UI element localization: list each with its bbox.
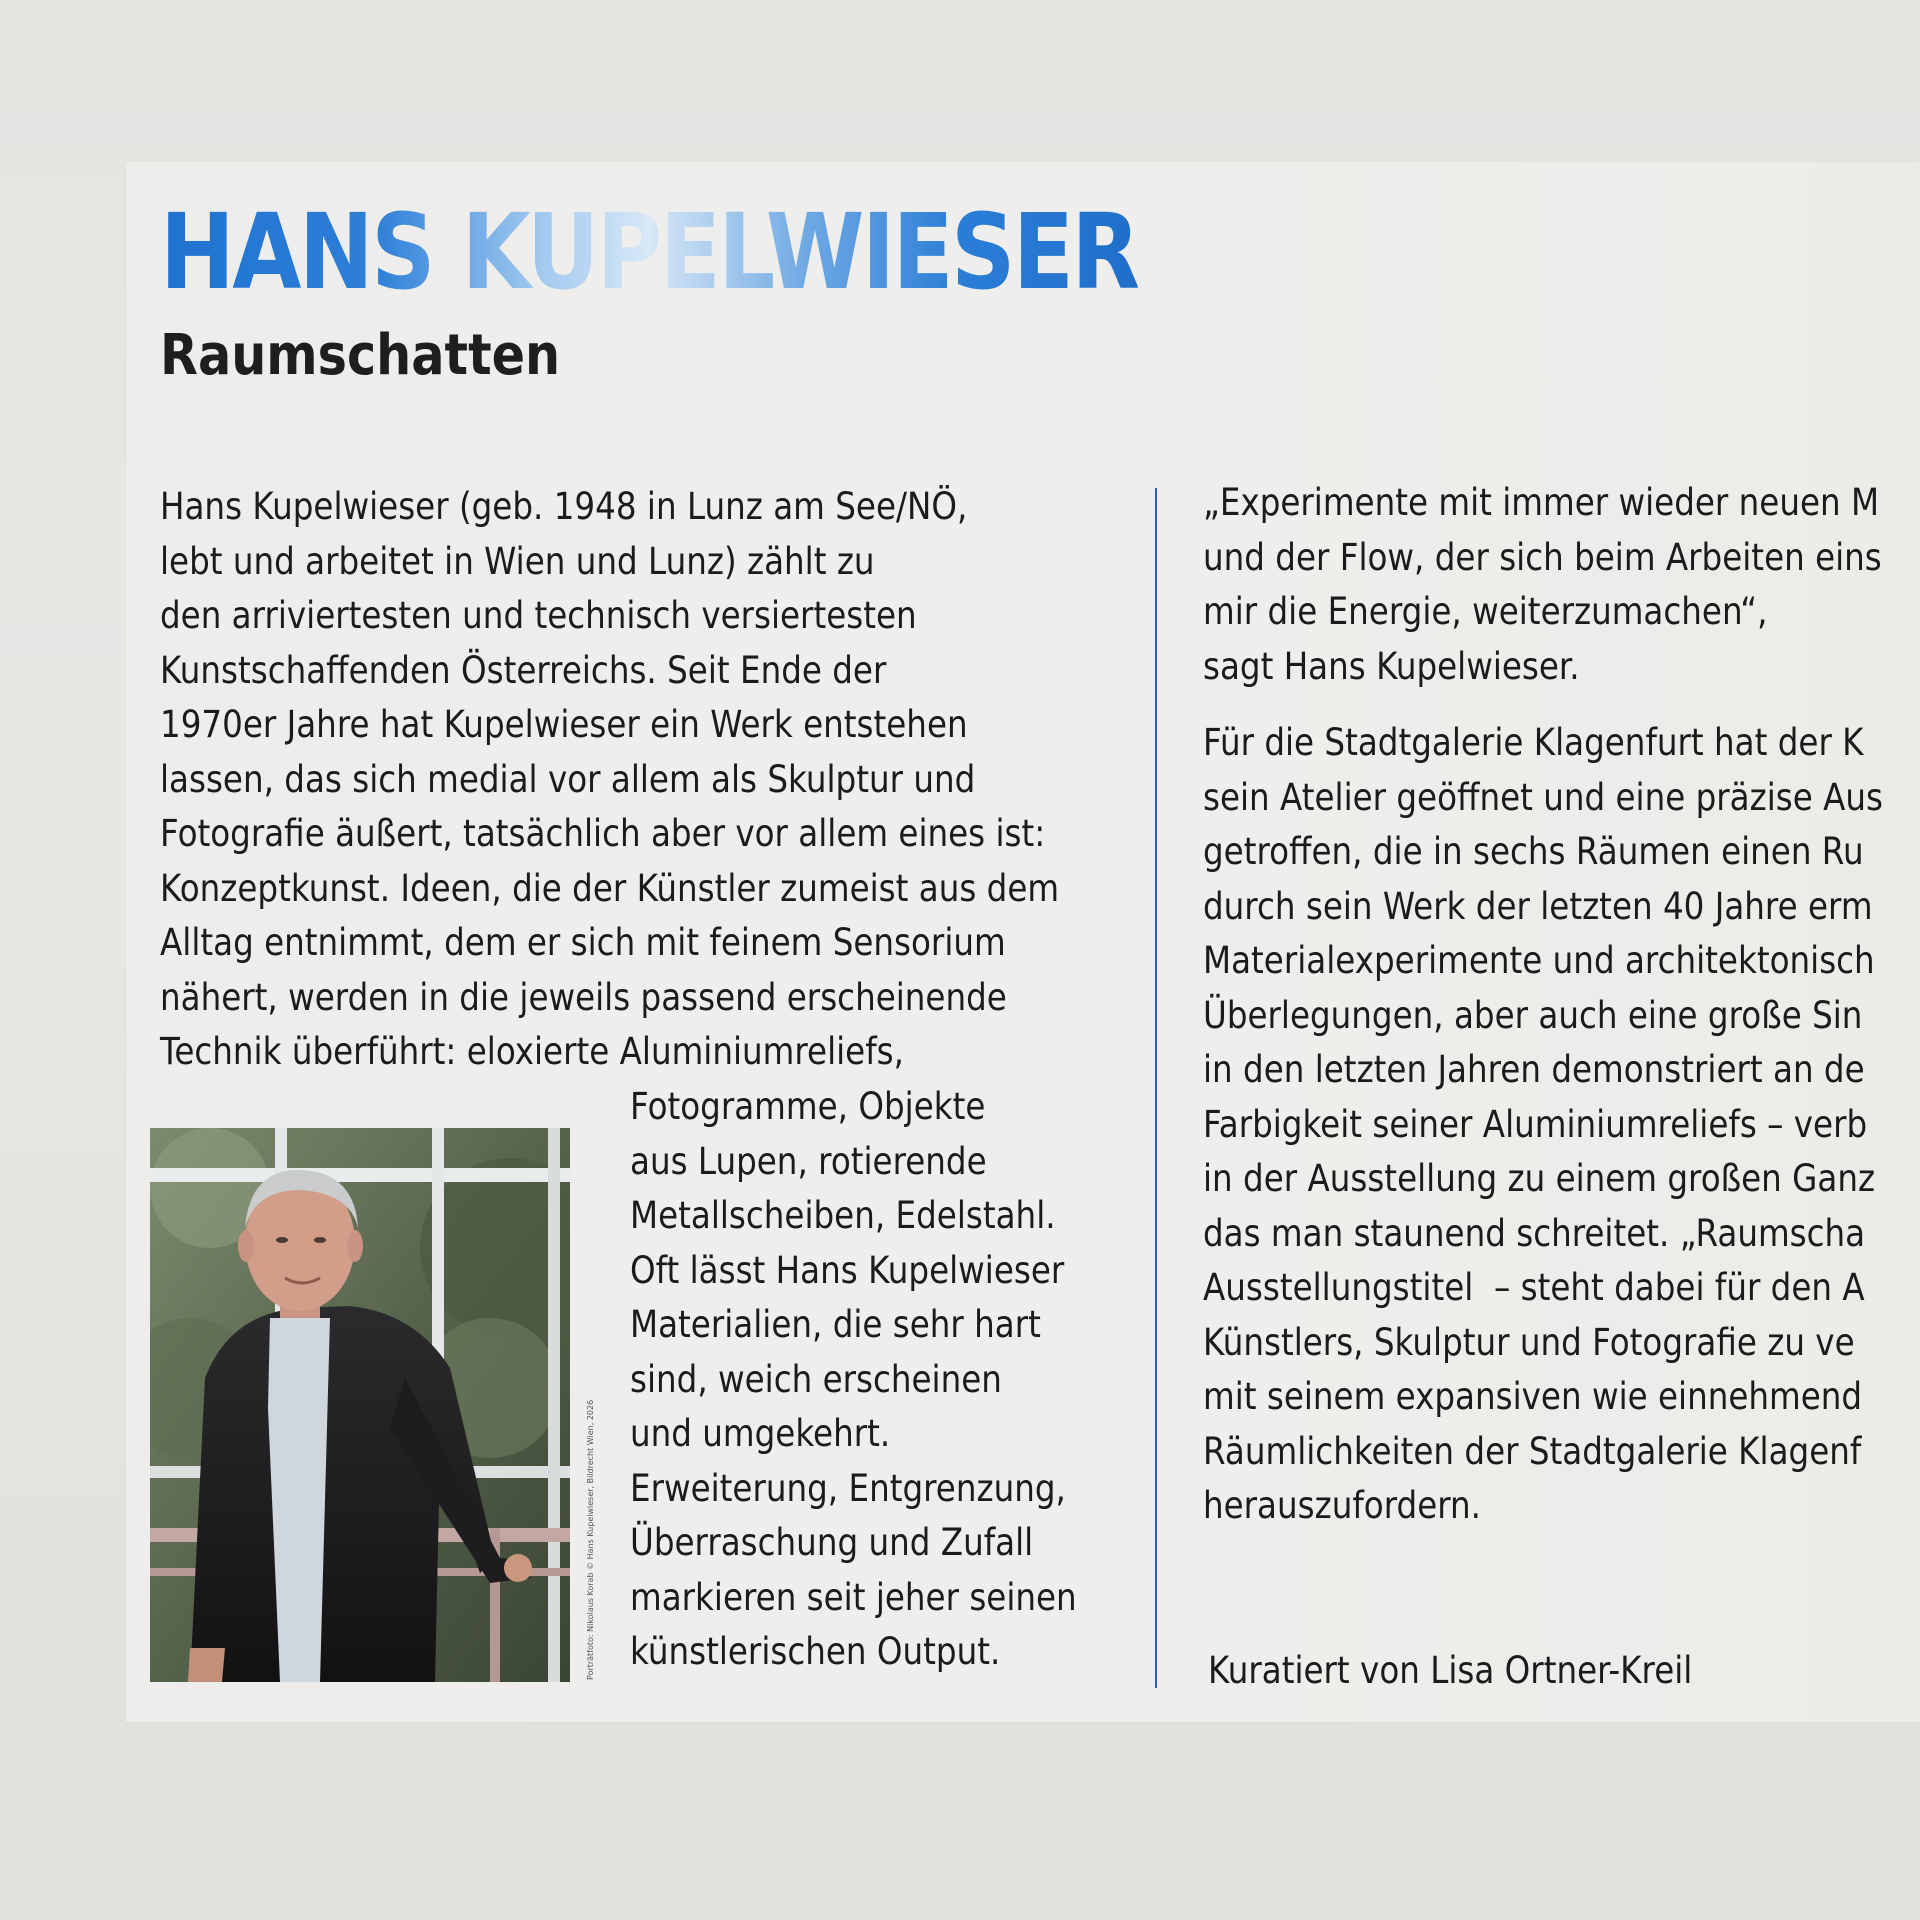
biography-text: Hans Kupelwieser (geb. 1948 in Lunz am See/NÖ, lebt und arbeitet in Wien und Lunz) zählt zu den arriviertesten und technisch versiertesten Kunstschaffenden Österreichs. Seit Ende der 1970er Jahre hat Kupelwieser ein Werk entstehen lassen, das sich medial vor allem als Skulptur und Fotografie äußert, tatsächlich aber vor allem eines ist: Konzeptkunst. Ideen, die der Künstler zumeist aus dem Alltag entnimmt, dem er sich mit feinem Sensorium nähert, werden in die jeweils passend erscheinende Technik überführt: eloxierte Aluminiumreliefs,: [160, 485, 1060, 1073]
exhibition-subtitle: Raumschatten: [160, 323, 561, 388]
column-divider: [1155, 488, 1157, 1688]
artist-name-title: HANS KUPELWIESER: [160, 191, 1138, 313]
biography-text-continued: Fotogramme, Objekte aus Lupen, rotierende Metallscheiben, Edelstahl. Oft lässt Hans Kupelwieser Materialien, die sehr hart sind, weich erscheinen und umgekehrt. Erweiterung, Entgrenzung, Überraschung und Zufall markieren seit jeher seinen künstlerischen Output.: [630, 1085, 1077, 1673]
photo-credit-caption: Porträtfoto: Nikolaus Korab © Hans Kupelwieser, Bildrecht Wien, 2026: [586, 1399, 595, 1680]
exhibition-description: Für die Stadtgalerie Klagenfurt hat der K sein Atelier geöffnet und eine präzise Aus getroffen, die in sechs Räumen einen Ru durch sein Werk der letzten 40 Jahre erm Materialexperimente und architektonisch Überlegungen, aber auch eine große Sin in den letzten Jahren demonstriert an de Farbigkeit seiner Aluminiumreliefs – verb in der Ausstellung zu einem großen Ganz das man staunend schreitet. „Raumscha Ausstellungstitel – steht dabei für den A Künstlers, Skulptur und Fotografie zu ve mit seinem expansiven wie einnehmend Räumlichkeiten der Stadtgalerie Klagenf herauszufordern.: [1203, 721, 1883, 1527]
artist-quote: „Experimente mit immer wieder neuen M und der Flow, der sich beim Arbeiten eins mir die Energie, weiterzumachen“, sagt Hans Kupelwieser.: [1203, 481, 1882, 688]
curator-credit: Kuratiert von Lisa Ortner-Kreil: [1208, 1649, 1693, 1692]
artist-portrait-photo: [150, 1128, 570, 1682]
